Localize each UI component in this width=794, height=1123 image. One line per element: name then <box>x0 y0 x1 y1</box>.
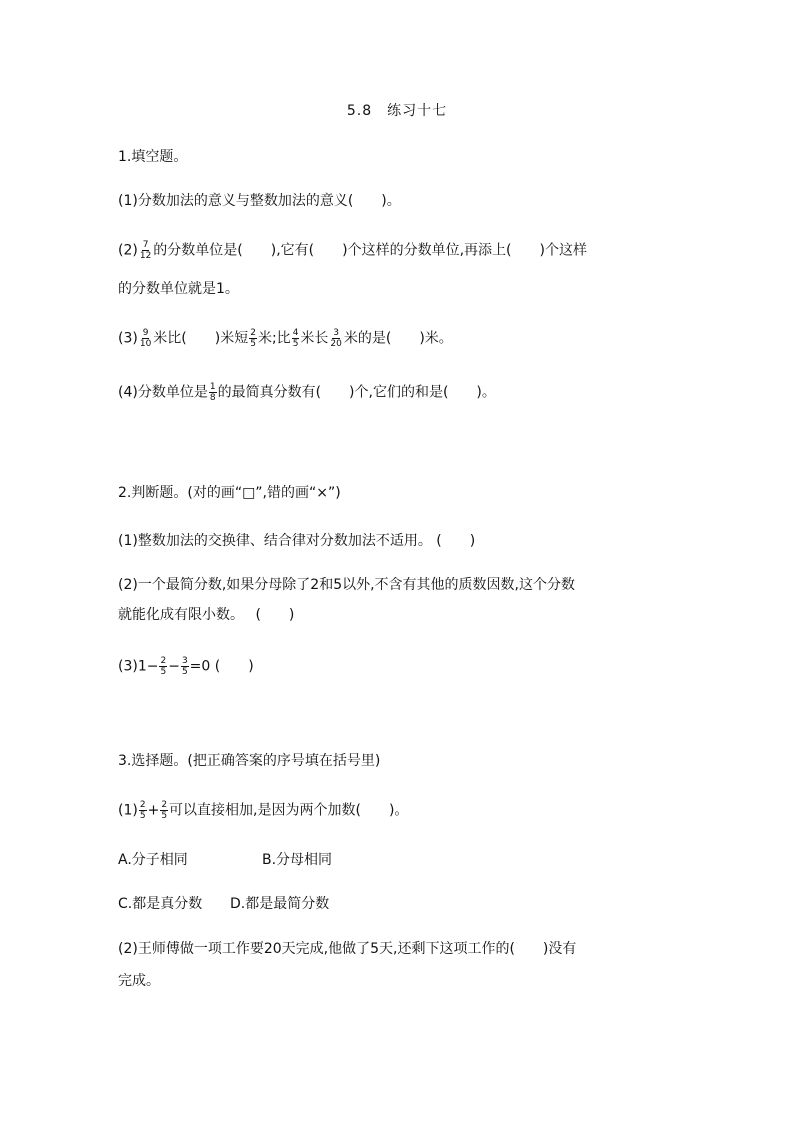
fraction: $\frac{3}{20}$ <box>330 328 342 349</box>
fraction: $\frac{3}{5}$ <box>181 656 188 677</box>
section-2-heading: 2.判断题。(对的画“□”,错的画“×”) <box>118 485 341 501</box>
section-3-heading: 3.选择题。(把正确答案的序号填在括号里) <box>118 753 381 769</box>
s1-question-2: (2) $\frac{7}{12}$ 的分数单位是( ),它有( )个这样的分数单位,再添上( )个这样 <box>118 240 587 261</box>
s1-question-1: (1)分数加法的意义与整数加法的意义( )。 <box>118 193 401 209</box>
s2-question-2: (2)一个最简分数,如果分母除了2和5以外,不含有其他的质数因数,这个分数 <box>118 577 575 593</box>
page-title: 5.8 练习十七 <box>346 103 448 119</box>
option-b: B.分母相同 <box>262 852 333 868</box>
s3-question-2: (2)王师傅做一项工作要20天完成,他做了5天,还剩下这项工作的( )没有 <box>118 941 577 957</box>
fraction: $\frac{9}{10}$ <box>139 328 152 349</box>
fraction: $\frac{2}{5}$ <box>250 328 256 349</box>
fraction: $\frac{7}{12}$ <box>139 240 152 261</box>
fraction: $\frac{2}{5}$ <box>139 800 146 821</box>
s1-question-2-continued: 的分数单位就是1。 <box>118 281 239 297</box>
s2-question-1: (1)整数加法的交换律、结合律对分数加法不适用。 ( ) <box>118 533 476 549</box>
s2-question-3: (3)1− $\frac{2}{5}$ − $\frac{3}{5}$ =0 ( ) <box>118 656 254 677</box>
s2-question-2-continued: 就能化成有限小数。 ( ) <box>118 607 295 623</box>
section-1-heading: 1.填空题。 <box>118 149 188 165</box>
fraction: $\frac{4}{5}$ <box>292 328 299 349</box>
fraction: $\frac{2}{5}$ <box>160 656 167 677</box>
option-d: D.都是最简分数 <box>230 896 330 912</box>
s3-question-1: (1) $\frac{2}{5}$ + $\frac{2}{5}$ 可以直接相加,是因为两个加数( )。 <box>118 800 409 821</box>
option-a: A.分子相同 <box>118 852 188 868</box>
option-c: C.都是真分数 <box>118 896 203 912</box>
s1-question-4: (4)分数单位是 $\frac{1}{8}$ 的最简真分数有( )个,它们的和是( )。 <box>118 382 496 403</box>
fraction: $\frac{2}{5}$ <box>161 800 168 821</box>
s1-question-3: (3) $\frac{9}{10}$ 米比( )米短 $\frac{2}{5}$ 米;比 $\frac{4}{5}$ 米长 $\frac{3}{20}$ 米的是( )米。 <box>118 328 453 349</box>
s3-question-2-continued: 完成。 <box>118 973 160 989</box>
fraction: $\frac{1}{8}$ <box>209 382 216 403</box>
